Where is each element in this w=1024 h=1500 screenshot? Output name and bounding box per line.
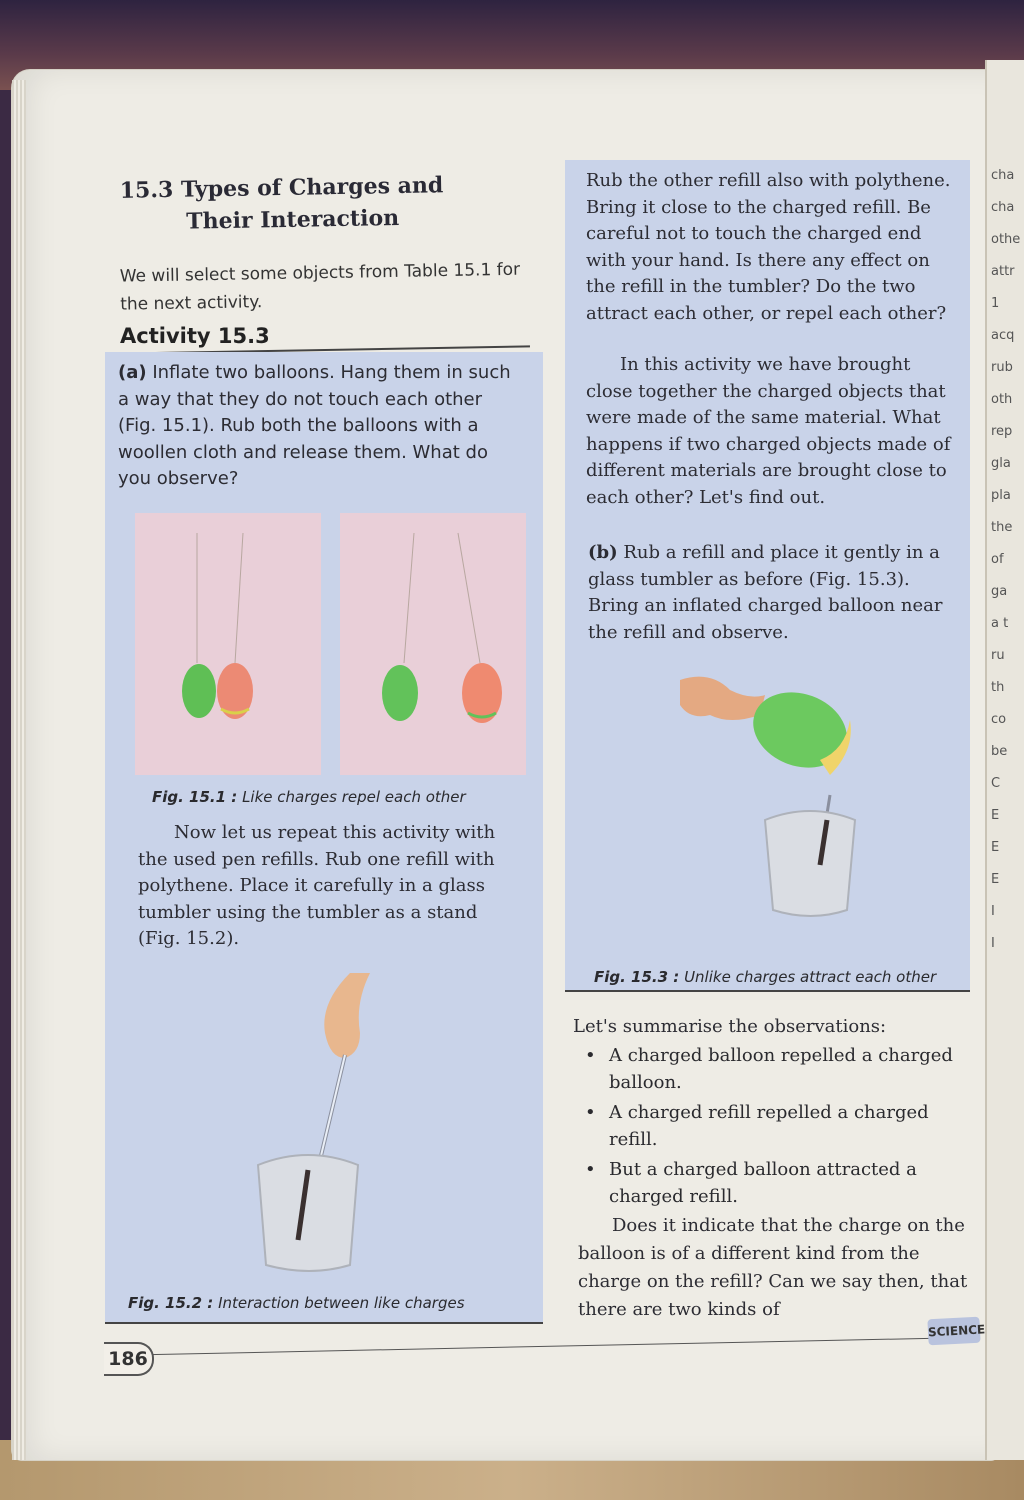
summary-question: Does it indicate that the charge on the balloon is of a different kind from the charge on the refill? Can we say then, that there are two kinds of xyxy=(578,1215,968,1320)
summary-list xyxy=(573,1042,978,1213)
same-material-text: In this activity we have brought close together the charged objects that were made of the same material. What happens if two charged objects made of different materials are brought close to each other? Let's find out. xyxy=(586,354,951,508)
page-stack-edge xyxy=(12,80,26,1460)
fig-15-3-illustration xyxy=(670,660,870,930)
next-page-fragment: 1 xyxy=(991,296,1000,311)
page-number: 186 xyxy=(104,1342,154,1376)
part-a-text: Inflate two balloons. Hang them in such a way that they do not touch each other (Fig. 15.1). Rub both the balloons with a woollen cloth and release them. What do you observe? xyxy=(118,362,511,489)
summary-item-text: A charged refill repelled a charged refill. xyxy=(609,1102,929,1150)
balloons-repelling-illustration xyxy=(340,513,526,775)
balloons-touching-illustration xyxy=(135,513,321,775)
next-page-fragment: attr xyxy=(991,264,1015,279)
next-page-fragment: E xyxy=(991,808,1000,823)
part-b-label: (b) xyxy=(588,542,618,563)
next-page-fragment: I xyxy=(991,936,995,951)
fig-15-3-caption xyxy=(594,968,936,986)
summary-item-text: But a charged balloon attracted a charged refill. xyxy=(609,1159,917,1207)
summary-intro: Let's summarise the observations: xyxy=(573,1016,887,1037)
next-page-fragment: the xyxy=(991,520,1013,535)
next-page-fragment: be xyxy=(991,744,1008,759)
repeat-activity-text: Now let us repeat this activity with the used pen refills. Rub one refill with polythene. Place it carefully in a glass tumbler using the tumbler as a stand (Fig. 15.2). xyxy=(138,822,496,949)
next-page-fragment: acq xyxy=(991,328,1015,343)
fig-15-1-caption-text: Like charges repel each other xyxy=(242,788,466,806)
fig-15-1-caption xyxy=(152,788,466,806)
activity-part-b xyxy=(588,540,958,646)
fig-15-1-photo-left xyxy=(135,513,321,775)
rub-other-refill-text: Rub the other refill also with polythene. Bring it close to the charged refill. Be careful not to touch the charged end with your hand. Is there any effect on the refill in the tumbler? Do the two attract each other, or repel each other? xyxy=(586,170,951,324)
fig-15-3-caption-text: Unlike charges attract each other xyxy=(684,968,937,986)
next-page-fragment: co xyxy=(991,712,1007,727)
section-title-line1: 15.3 Types of Charges and xyxy=(119,172,444,204)
section-intro: We will select some objects from Table 15.1 for the next activity. xyxy=(119,259,521,315)
refill-in-tumbler-illustration xyxy=(240,965,390,1280)
next-page-fragment: pla xyxy=(991,488,1011,503)
section-title-line2: Their Interaction xyxy=(186,204,400,235)
next-page-fragment: ru xyxy=(991,648,1005,663)
next-page-fragment: C xyxy=(991,776,1001,791)
next-page-fragment: othe xyxy=(991,232,1021,247)
next-page-fragment: E xyxy=(991,872,1000,887)
fig-15-2-label: Fig. 15.2 : xyxy=(128,1294,214,1312)
bullet-icon: • xyxy=(585,1045,596,1066)
next-page-fragment: rep xyxy=(991,424,1013,439)
summary-item xyxy=(573,1099,978,1153)
part-a-label: (a) xyxy=(118,362,147,383)
fig-15-2-caption xyxy=(128,1294,465,1312)
bullet-icon: • xyxy=(585,1159,596,1180)
fig-15-2-illustration xyxy=(240,965,390,1280)
next-page-fragment: cha xyxy=(991,200,1015,215)
balloon-near-refill-illustration xyxy=(670,660,870,930)
next-page-fragment: of xyxy=(991,552,1004,567)
fig-15-1-photo-right xyxy=(340,513,526,775)
subject-tag: SCIENCE xyxy=(927,1317,980,1346)
next-page-fragment: I xyxy=(991,904,995,919)
fig-15-3-label: Fig. 15.3 : xyxy=(594,968,680,986)
fig-15-2-caption-text: Interaction between like charges xyxy=(218,1294,465,1312)
next-page-fragment: gla xyxy=(991,456,1011,471)
next-page-fragment: cha xyxy=(991,168,1015,183)
next-page-fragment: ga xyxy=(991,584,1008,599)
next-page-margin xyxy=(985,60,1024,1460)
summary-item xyxy=(573,1156,978,1210)
bullet-icon: • xyxy=(585,1102,596,1123)
next-page-fragment: E xyxy=(991,840,1000,855)
next-page-fragment: rub xyxy=(991,360,1013,375)
activity-title: Activity 15.3 xyxy=(120,324,270,348)
fig-15-1-label: Fig. 15.1 : xyxy=(152,788,238,806)
activity-part-a xyxy=(118,360,518,493)
summary-item-text: A charged balloon repelled a charged balloon. xyxy=(609,1045,953,1093)
part-b-text: Rub a refill and place it gently in a glass tumbler as before (Fig. 15.3). Bring an inflated charged balloon near the refill and observe. xyxy=(588,542,943,643)
section-title xyxy=(119,169,444,239)
summary-item xyxy=(573,1042,978,1096)
next-page-fragment: th xyxy=(991,680,1005,695)
next-page-fragment: a t xyxy=(991,616,1009,631)
next-page-fragment: oth xyxy=(991,392,1013,407)
